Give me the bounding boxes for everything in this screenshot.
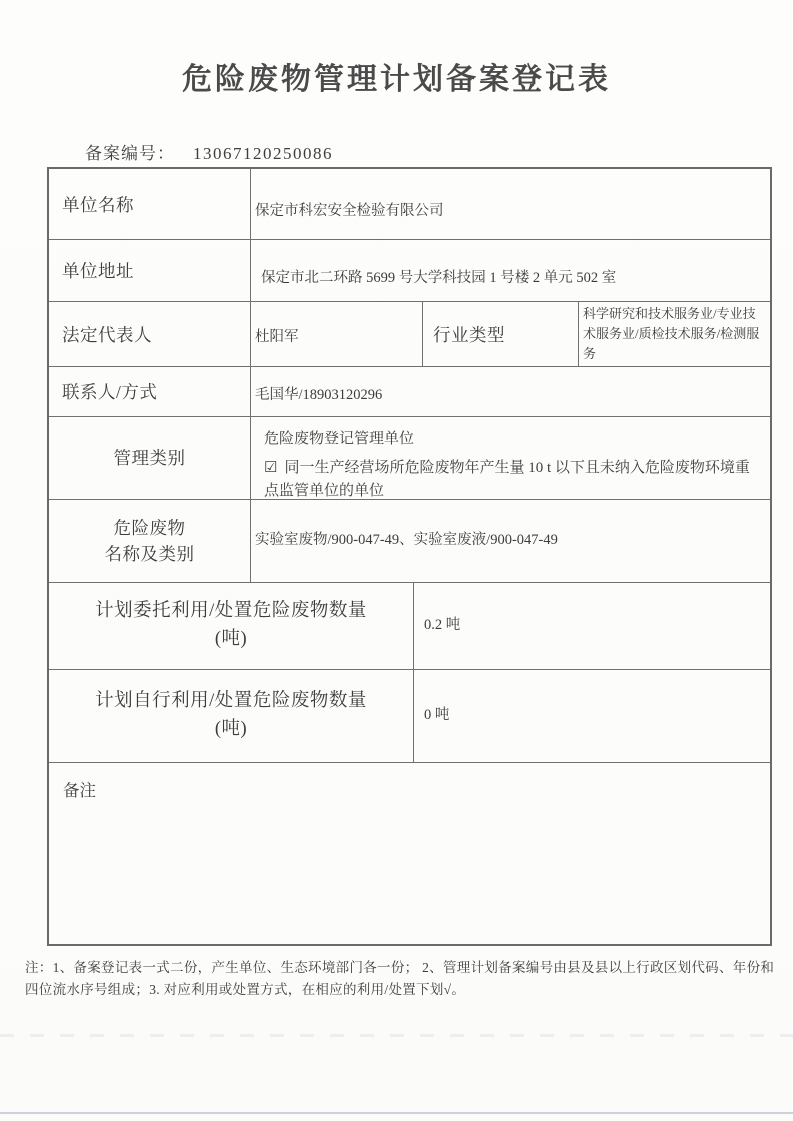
legal-rep-value: 杜阳军	[250, 302, 422, 366]
entrusted-qty-label	[49, 583, 413, 669]
scan-artifact-streak	[0, 1034, 793, 1037]
unit-address-label: 单位地址	[62, 261, 134, 281]
table-row-unit-name	[49, 169, 770, 239]
registration-form-table	[47, 167, 772, 946]
table-row-remarks	[49, 762, 770, 944]
remarks-label: 备注	[63, 781, 96, 800]
entrusted-qty-label-line2: (吨)	[214, 629, 248, 649]
mgmt-category-option-text: 同一生产经营场所危险废物年产生量 10 t 以下且未纳入危险废物环境重点监管单位的单位	[264, 460, 750, 500]
legal-rep-label: 法定代表人	[62, 324, 152, 345]
industry-type-value: 科学研究和技术服务业/专业技术服务业/质检技术服务/检测服务	[578, 302, 770, 366]
table-row-unit-address	[49, 239, 770, 301]
waste-name-label-line1: 危险废物	[113, 517, 186, 538]
unit-name-value: 保定市科宏安全检验有限公司	[250, 169, 770, 239]
contact-value: 毛国华/18903120296	[250, 367, 770, 416]
table-row-waste-name	[49, 499, 770, 582]
self-qty-value: 0 吨	[413, 670, 770, 762]
filing-number-line	[85, 139, 333, 164]
mgmt-category-line1: 危险废物登记管理单位	[264, 431, 415, 447]
entrusted-qty-value: 0.2 吨	[413, 583, 770, 669]
entrusted-qty-label-line1: 计划委托利用/处置危险废物数量	[95, 601, 367, 622]
checked-checkbox-icon: ☑	[264, 460, 278, 476]
self-qty-label-line2: (吨)	[214, 719, 248, 739]
self-qty-label	[49, 670, 413, 762]
remarks-cell	[49, 763, 770, 944]
table-row-self-qty	[49, 669, 770, 762]
filing-number-label: 备案编号：	[85, 144, 175, 163]
waste-name-label	[49, 500, 250, 582]
filing-number-value: 13067120250086	[193, 144, 333, 163]
waste-name-label-line2: 名称及类别	[104, 544, 195, 564]
self-qty-label-line1: 计划自行利用/处置危险废物数量	[95, 691, 367, 712]
mgmt-category-label: 管理类别	[113, 447, 186, 468]
table-row-mgmt-category	[49, 416, 770, 499]
waste-name-value: 实验室废物/900-047-49、实验室废液/900-047-49	[250, 500, 770, 582]
unit-name-label: 单位名称	[62, 194, 134, 215]
contact-label: 联系人/方式	[62, 382, 158, 402]
table-row-entrusted-qty	[49, 582, 770, 669]
mgmt-category-value	[250, 417, 770, 499]
table-row-contact	[49, 366, 770, 416]
mgmt-category-line2	[264, 457, 756, 504]
table-row-legal-rep-industry	[49, 301, 770, 366]
page-bottom-edge	[0, 1112, 793, 1114]
industry-type-label: 行业类型	[422, 302, 578, 366]
page-title: 危险废物管理计划备案登记表	[182, 63, 611, 96]
unit-address-value: 保定市北二环路 5699 号大学科技园 1 号楼 2 单元 502 室	[250, 240, 770, 301]
footnote-text: 注：1、备案登记表一式二份，产生单位、生态环境部门各一份； 2、管理计划备案编号由县及县以上行政区划代码、年份和四位流水序号组成；3. 对应利用或处置方式，在相应的利用/处置下划√。	[25, 960, 775, 997]
